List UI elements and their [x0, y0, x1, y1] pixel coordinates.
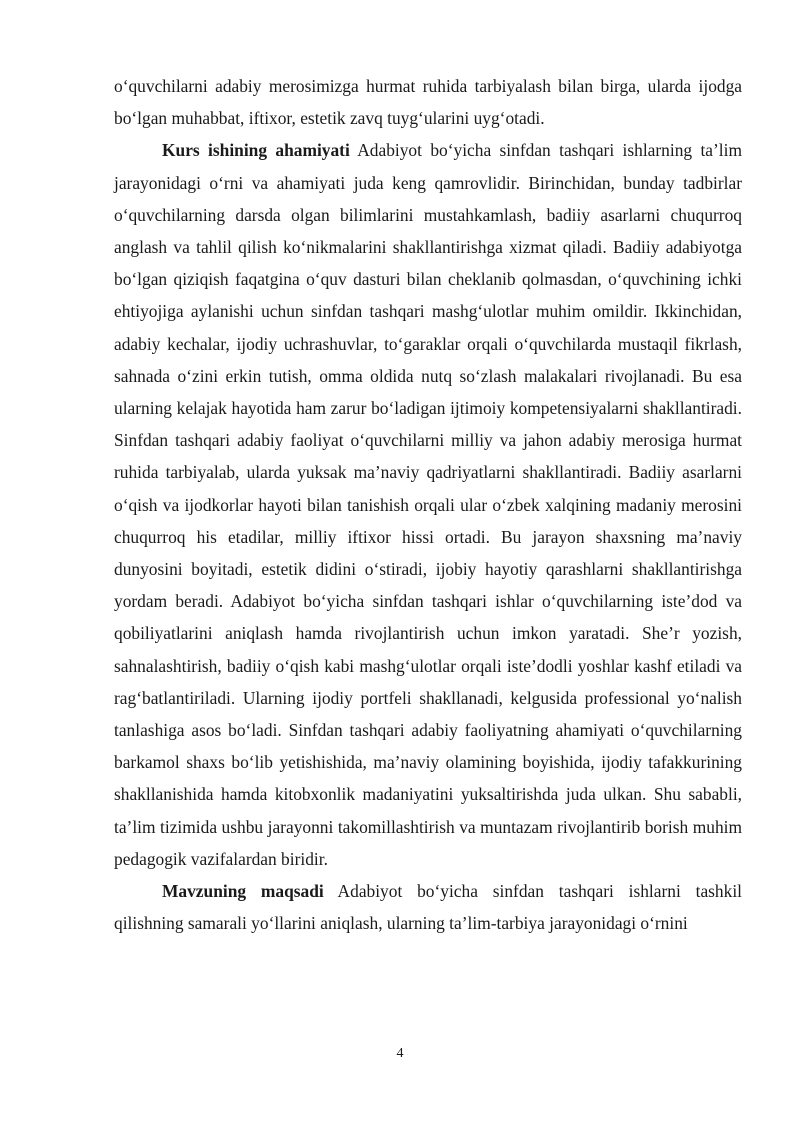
paragraph-text: Adabiyot bo‘yicha sinfdan tashqari ishlarning ta’lim jarayonidagi o‘rni va ahamiyati juda keng qamrovlidir. Birinchidan, bunday tadbirlar o‘quvchilarning darsda olgan bilimlarini mustahkamlash, badiiy asarlarni chuqurroq anglash va tahlil qilish ko‘nikmalarini shakllantirishga xizmat qiladi. Badiiy adabiyotga bo‘lgan qiziqish faqatgina o‘quv dasturi bilan cheklanib qolmasdan, o‘quvchining ichki ehtiyojiga aylanishi uchun sinfdan tashqari mashg‘ulotlar muhim omildir. Ikkinchidan, adabiy kechalar, ijodiy uchrashuvlar, to‘garaklar orqali o‘quvchilarda mustaqil fikrlash, sahnada o‘zini erkin tutish, omma oldida nutq so‘zlash malakalari rivojlanadi. Bu esa ularning kelajak hayotida ham zarur bo‘ladigan ijtimoiy kompetensiyalarni shakllantiradi. Sinfdan tashqari adabiy faoliyat o‘quvchilarni milliy va jahon adabiy merosiga hurmat ruhida tarbiyalab, ularda yuksak ma’naviy qadriyatlarni shakllantiradi. Badiiy asarlarni o‘qish va ijodkorlar hayoti bilan tanishish orqali ular o‘zbek xalqining madaniy merosini chuqurroq his etadilar, milliy iftixor hissi ortadi. Bu jarayon shaxsning ma’naviy dunyosini boyitadi, estetik didini o‘stiradi, ijobiy hayotiy qarashlarni shakllantirishga yordam beradi. Adabiyot bo‘yicha sinfdan tashqari ishlar o‘quvchilarning iste’dod va qobiliyatlarini aniqlash hamda rivojlantirish uchun imkon yaratadi. She’r yozish, sahnalashtirish, badiiy o‘qish kabi mashg‘ulotlar orqali iste’dodli yoshlar kashf etiladi va rag‘batlantiriladi. Ularning ijodiy portfeli shakllanadi, kelgusida professional yo‘nalish tanlashiga asos bo‘ladi. Sinfdan tashqari adabiy faoliyatning ahamiyati o‘quvchilarning barkamol shaxs bo‘lib yetishishida, ma’naviy olamining boyishida, ijodiy tafakkurining shakllanishida hamda kitobxonlik madaniyatini yuksaltirishda juda ulkan. Shu sababli, ta’lim tizimida ushbu jarayonni takomillashtirish va muntazam rivojlantirib borish muhim pedagogik vazifalardan biridir.: [114, 140, 742, 869]
paragraph-text: o‘quvchilarni adabiy merosimizga hurmat ruhida tarbiyalash bilan birga, ularda ijodga bo‘lgan muhabbat, iftixor, estetik zavq tuyg‘ularini uyg‘otadi.: [114, 76, 742, 129]
paragraph-text: Adabiyot bo‘yicha sinfdan tashqari ishlarni tashkil qilishning samarali yo‘llarini aniqlash, ularning ta’lim-tarbiya jarayonidagi o‘rnini: [114, 881, 742, 934]
paragraph-continuation: [114, 70, 742, 134]
paragraph-course-significance: [114, 134, 742, 875]
paragraph-heading: Kurs ishining ahamiyati: [162, 140, 350, 161]
paragraph-heading: Mavzuning maqsadi: [162, 881, 324, 902]
page-number: 4: [396, 1046, 404, 1061]
document-body: [114, 70, 742, 939]
paragraph-topic-goal: [114, 875, 742, 939]
